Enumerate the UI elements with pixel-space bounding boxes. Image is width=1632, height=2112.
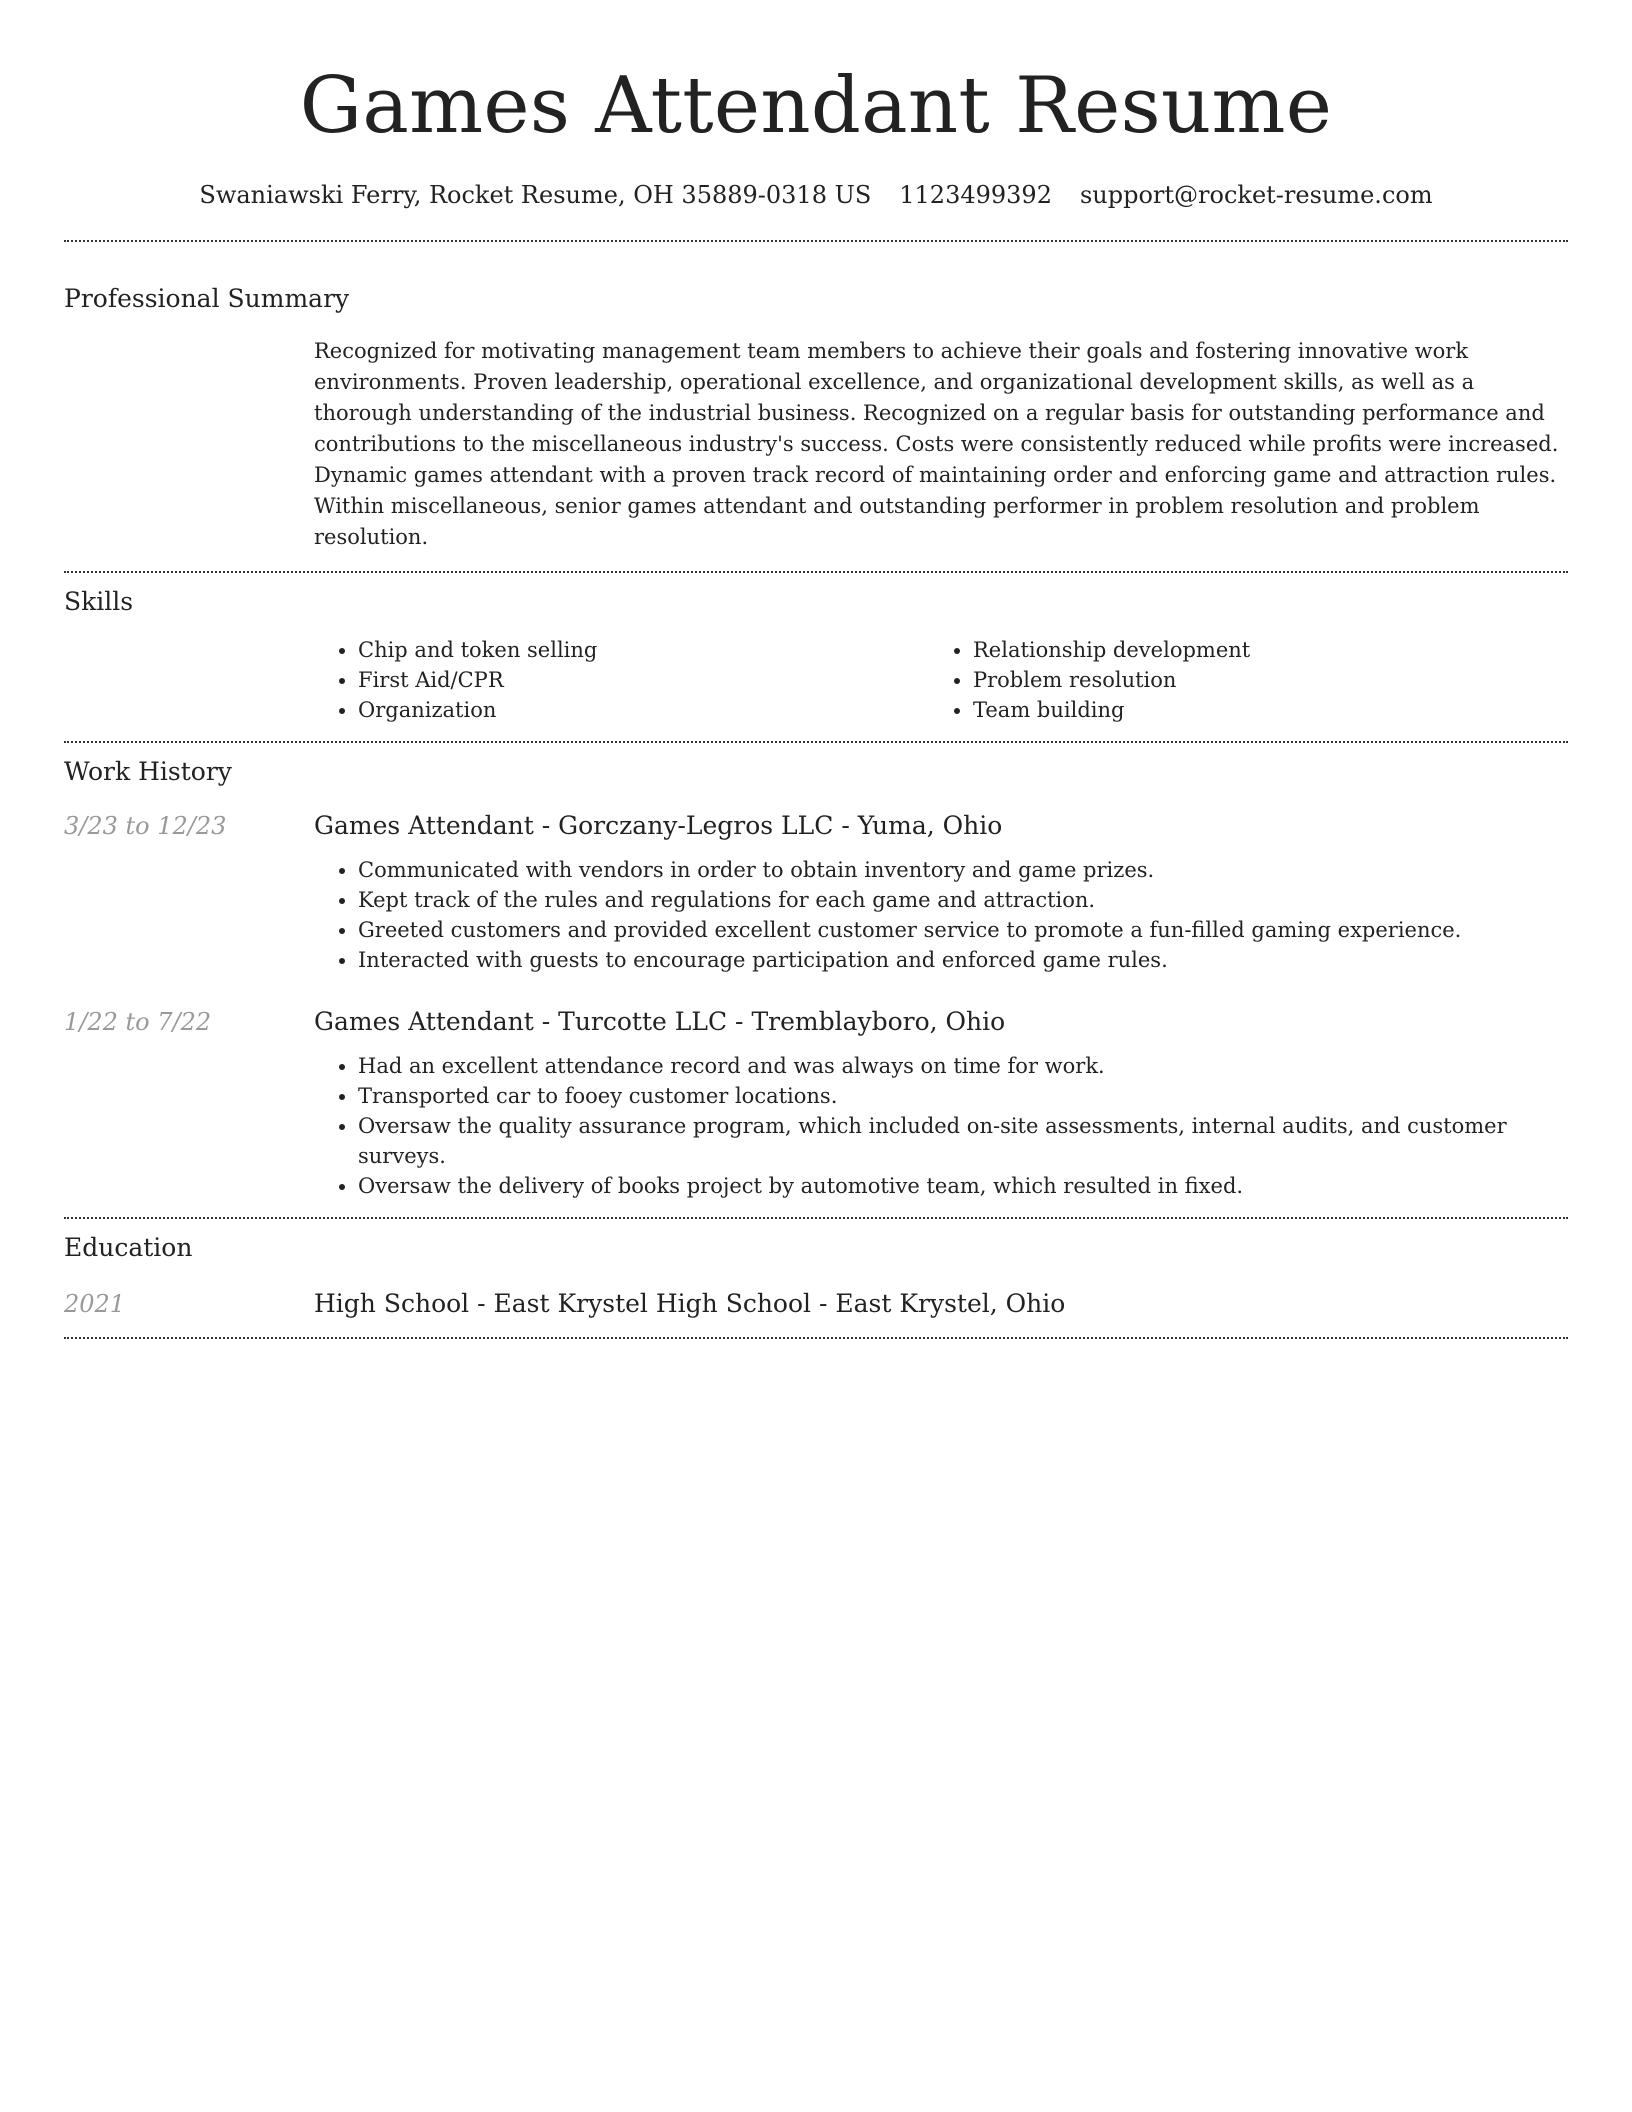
skill-item: • First Aid/CPR (358, 665, 929, 695)
job-bullets (314, 855, 1568, 975)
section-heading-skills: Skills (64, 587, 134, 616)
skills-section (64, 585, 1568, 725)
section-heading-work: Work History (64, 757, 232, 786)
job-bullet: • Oversaw the delivery of books project by automotive team, which resulted in fixed. (358, 1171, 1568, 1201)
summary-text: Recognized for motivating management team members to achieve their goals and fostering innovative work environments. Proven leadership, operational excellence, and organizational development skills, as well as a thorough understanding of the industrial business. Recognized on a regular basis for outstanding performance and contributions to the miscellaneous industry's success. Costs were consistently reduced while profits were increased. Dynamic games attendant with a proven track record of maintaining order and enforcing game and attraction rules. Within miscellaneous, senior games attendant and outstanding performer in problem resolution and problem resolution. (314, 339, 1559, 549)
skill-item: • Relationship development (973, 635, 1544, 665)
contact-line (64, 178, 1568, 212)
job-bullet: • Communicated with vendors in order to obtain inventory and game prizes. (358, 855, 1568, 885)
job-dates: 1/22 to 7/22 (64, 1008, 212, 1036)
job-dates: 3/23 to 12/23 (64, 812, 227, 840)
section-divider (64, 1337, 1568, 1339)
section-heading-summary: Professional Summary (64, 284, 350, 313)
education-title: High School - East Krystel High School - East Krystel, Ohio (314, 1289, 1066, 1318)
job-entry (64, 809, 1568, 975)
section-divider (64, 571, 1568, 573)
skill-item: • Organization (358, 695, 929, 725)
job-bullet: • Oversaw the quality assurance program, which included on-site assessments, internal audits, and customer surveys. (358, 1111, 1568, 1171)
skills-column-right (929, 635, 1544, 725)
job-bullet: • Greeted customers and provided excellent customer service to promote a fun-filled gaming experience. (358, 915, 1568, 945)
resume-title: Games Attendant Resume (299, 61, 1333, 151)
section-divider (64, 741, 1568, 743)
professional-summary-section (64, 282, 1568, 553)
skill-item: • Chip and token selling (358, 635, 929, 665)
job-title: Games Attendant - Turcotte LLC - Tremblayboro, Ohio (314, 1007, 1006, 1036)
job-bullet: • Kept track of the rules and regulations for each game and attraction. (358, 885, 1568, 915)
education-section (64, 1231, 1568, 1337)
job-entry (64, 1005, 1568, 1201)
job-bullet: • Had an excellent attendance record and was always on time for work. (358, 1051, 1568, 1081)
work-history-section (64, 755, 1568, 1217)
skill-item: • Problem resolution (973, 665, 1544, 695)
job-bullet: • Interacted with guests to encourage participation and enforced game rules. (358, 945, 1568, 975)
education-date: 2021 (64, 1290, 126, 1318)
contact-phone: 1123499392 (899, 181, 1052, 209)
skills-column-left (314, 635, 929, 725)
contact-email: support@rocket-resume.com (1079, 181, 1433, 209)
section-divider (64, 240, 1568, 242)
job-body (314, 1005, 1568, 1201)
skill-item: • Team building (973, 695, 1544, 725)
job-bullets (314, 1051, 1568, 1201)
education-body (314, 1287, 1568, 1321)
education-entry (64, 1287, 1568, 1337)
contact-address: Swaniawski Ferry, Rocket Resume, OH 35889-0318 US (199, 181, 872, 209)
skills-grid (314, 635, 1568, 725)
job-title: Games Attendant - Gorczany-Legros LLC - Yuma, Ohio (314, 811, 1003, 840)
job-body (314, 809, 1568, 975)
section-heading-education: Education (64, 1233, 193, 1262)
job-bullet: • Transported car to fooey customer locations. (358, 1081, 1568, 1111)
section-divider (64, 1217, 1568, 1219)
